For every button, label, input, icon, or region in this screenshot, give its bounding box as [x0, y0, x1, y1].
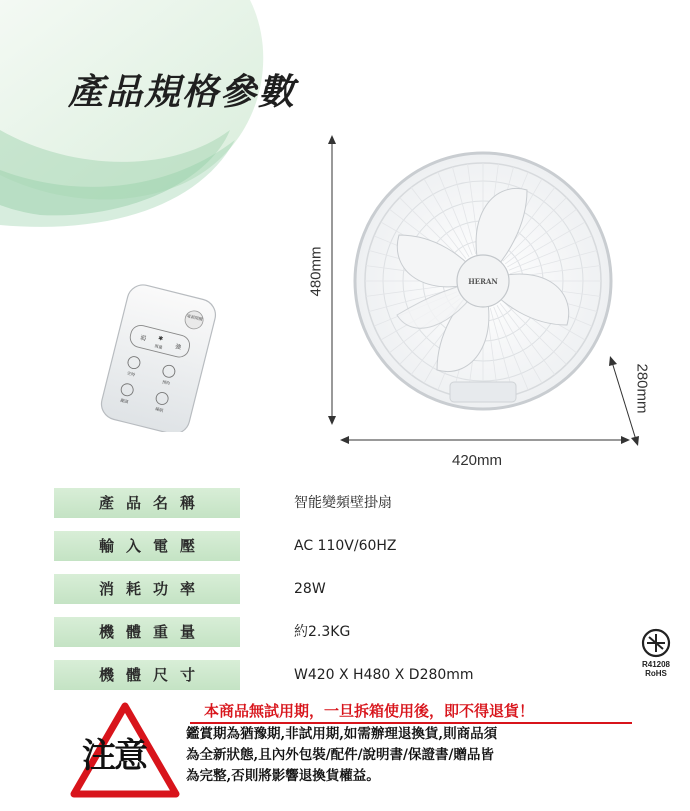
- spec-value: 智能變頻壁掛扇: [294, 495, 392, 511]
- remote-control-image: [92, 282, 222, 432]
- remote-strong-text: 強: [174, 343, 182, 352]
- page-title: 產品規格參數: [68, 72, 297, 113]
- notice-line: 為完整,否則將影響退換貨權益。: [186, 768, 380, 784]
- certification-number: R41208: [641, 660, 671, 669]
- spec-value: 28W: [294, 581, 326, 597]
- wall-fan-image: [352, 150, 614, 412]
- svg-text:✱: ✱: [157, 334, 164, 343]
- spec-value: W420 X H480 X D280mm: [294, 667, 474, 683]
- notice-line: 鑑賞期為猶豫期,非試用期,如需辦理退換貨,則商品須: [186, 726, 498, 742]
- notice-body: [186, 724, 616, 787]
- background-swirl: [0, 0, 300, 260]
- rohs-mark: RoHS: [645, 669, 667, 678]
- height-dimension-line: [322, 135, 342, 425]
- spec-row-weight: [54, 617, 614, 654]
- spec-value: AC 110V/60HZ: [294, 538, 397, 554]
- notice-line: 為全新狀態,且內外包裝/配件/說明書/保證書/贈品皆: [186, 747, 494, 763]
- spec-row-name: [54, 488, 614, 525]
- spec-label: 輸入電壓: [54, 531, 240, 561]
- spec-label: 消耗功率: [54, 574, 240, 604]
- remote-swing-text: 擺頭: [119, 397, 129, 405]
- remote-speed-text: 風量: [154, 343, 164, 350]
- spec-table: [54, 488, 614, 703]
- notice-headline: 本商品無試用期，一旦拆箱使用後，即不得退貨！: [204, 702, 535, 720]
- remote-weak-text: 弱: [139, 334, 147, 343]
- remote-schedule-text: 預約: [161, 379, 171, 386]
- spec-label: 機體尺寸: [54, 660, 240, 690]
- notice-label: 注意: [82, 736, 146, 776]
- spec-label: 產品名稱: [54, 488, 240, 518]
- depth-dimension-label: 280mm: [633, 363, 651, 414]
- width-dimension-line: [340, 430, 630, 450]
- fan-brand-text: HERAN: [468, 277, 498, 286]
- remote-timer-text: 定時: [126, 370, 136, 378]
- remote-sleep-text: 睡眠: [154, 406, 164, 414]
- remote-power-text: 電源開關: [186, 313, 204, 322]
- spec-row-power: [54, 574, 614, 611]
- spec-row-voltage: [54, 531, 614, 568]
- certification-code: [630, 660, 682, 678]
- height-dimension-label: 480mm: [307, 246, 325, 297]
- spec-row-size: [54, 660, 614, 697]
- spec-label: 機體重量: [54, 617, 240, 647]
- spec-value: 約2.3KG: [294, 624, 351, 640]
- width-dimension-label: 420mm: [452, 452, 503, 469]
